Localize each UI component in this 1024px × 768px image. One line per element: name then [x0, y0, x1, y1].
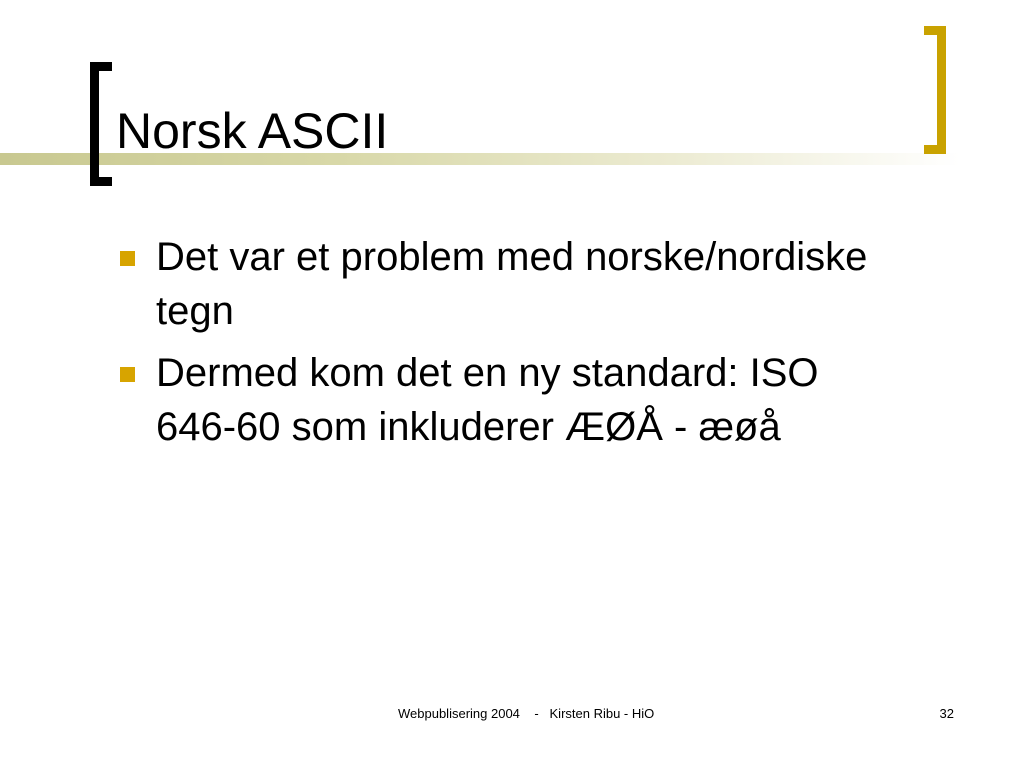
bullet-item — [118, 346, 878, 454]
footer-text: Webpublisering 2004 - Kirsten Ribu - HiO — [398, 706, 655, 721]
left-bracket-decoration — [90, 62, 112, 186]
page-number: 32 — [939, 706, 954, 721]
square-bullet-icon — [120, 367, 135, 382]
bullet-item — [118, 230, 878, 338]
bullet-list — [118, 230, 878, 462]
bullet-text: Dermed kom det en ny standard: ISO 646-60 som inkluderer ÆØÅ - æøå — [156, 351, 819, 449]
bullet-text: Det var et problem med norske/nordiske tegn — [156, 235, 868, 333]
slide-title: Norsk ASCII — [116, 103, 389, 159]
square-bullet-icon — [120, 251, 135, 266]
right-bracket-decoration — [924, 26, 946, 154]
